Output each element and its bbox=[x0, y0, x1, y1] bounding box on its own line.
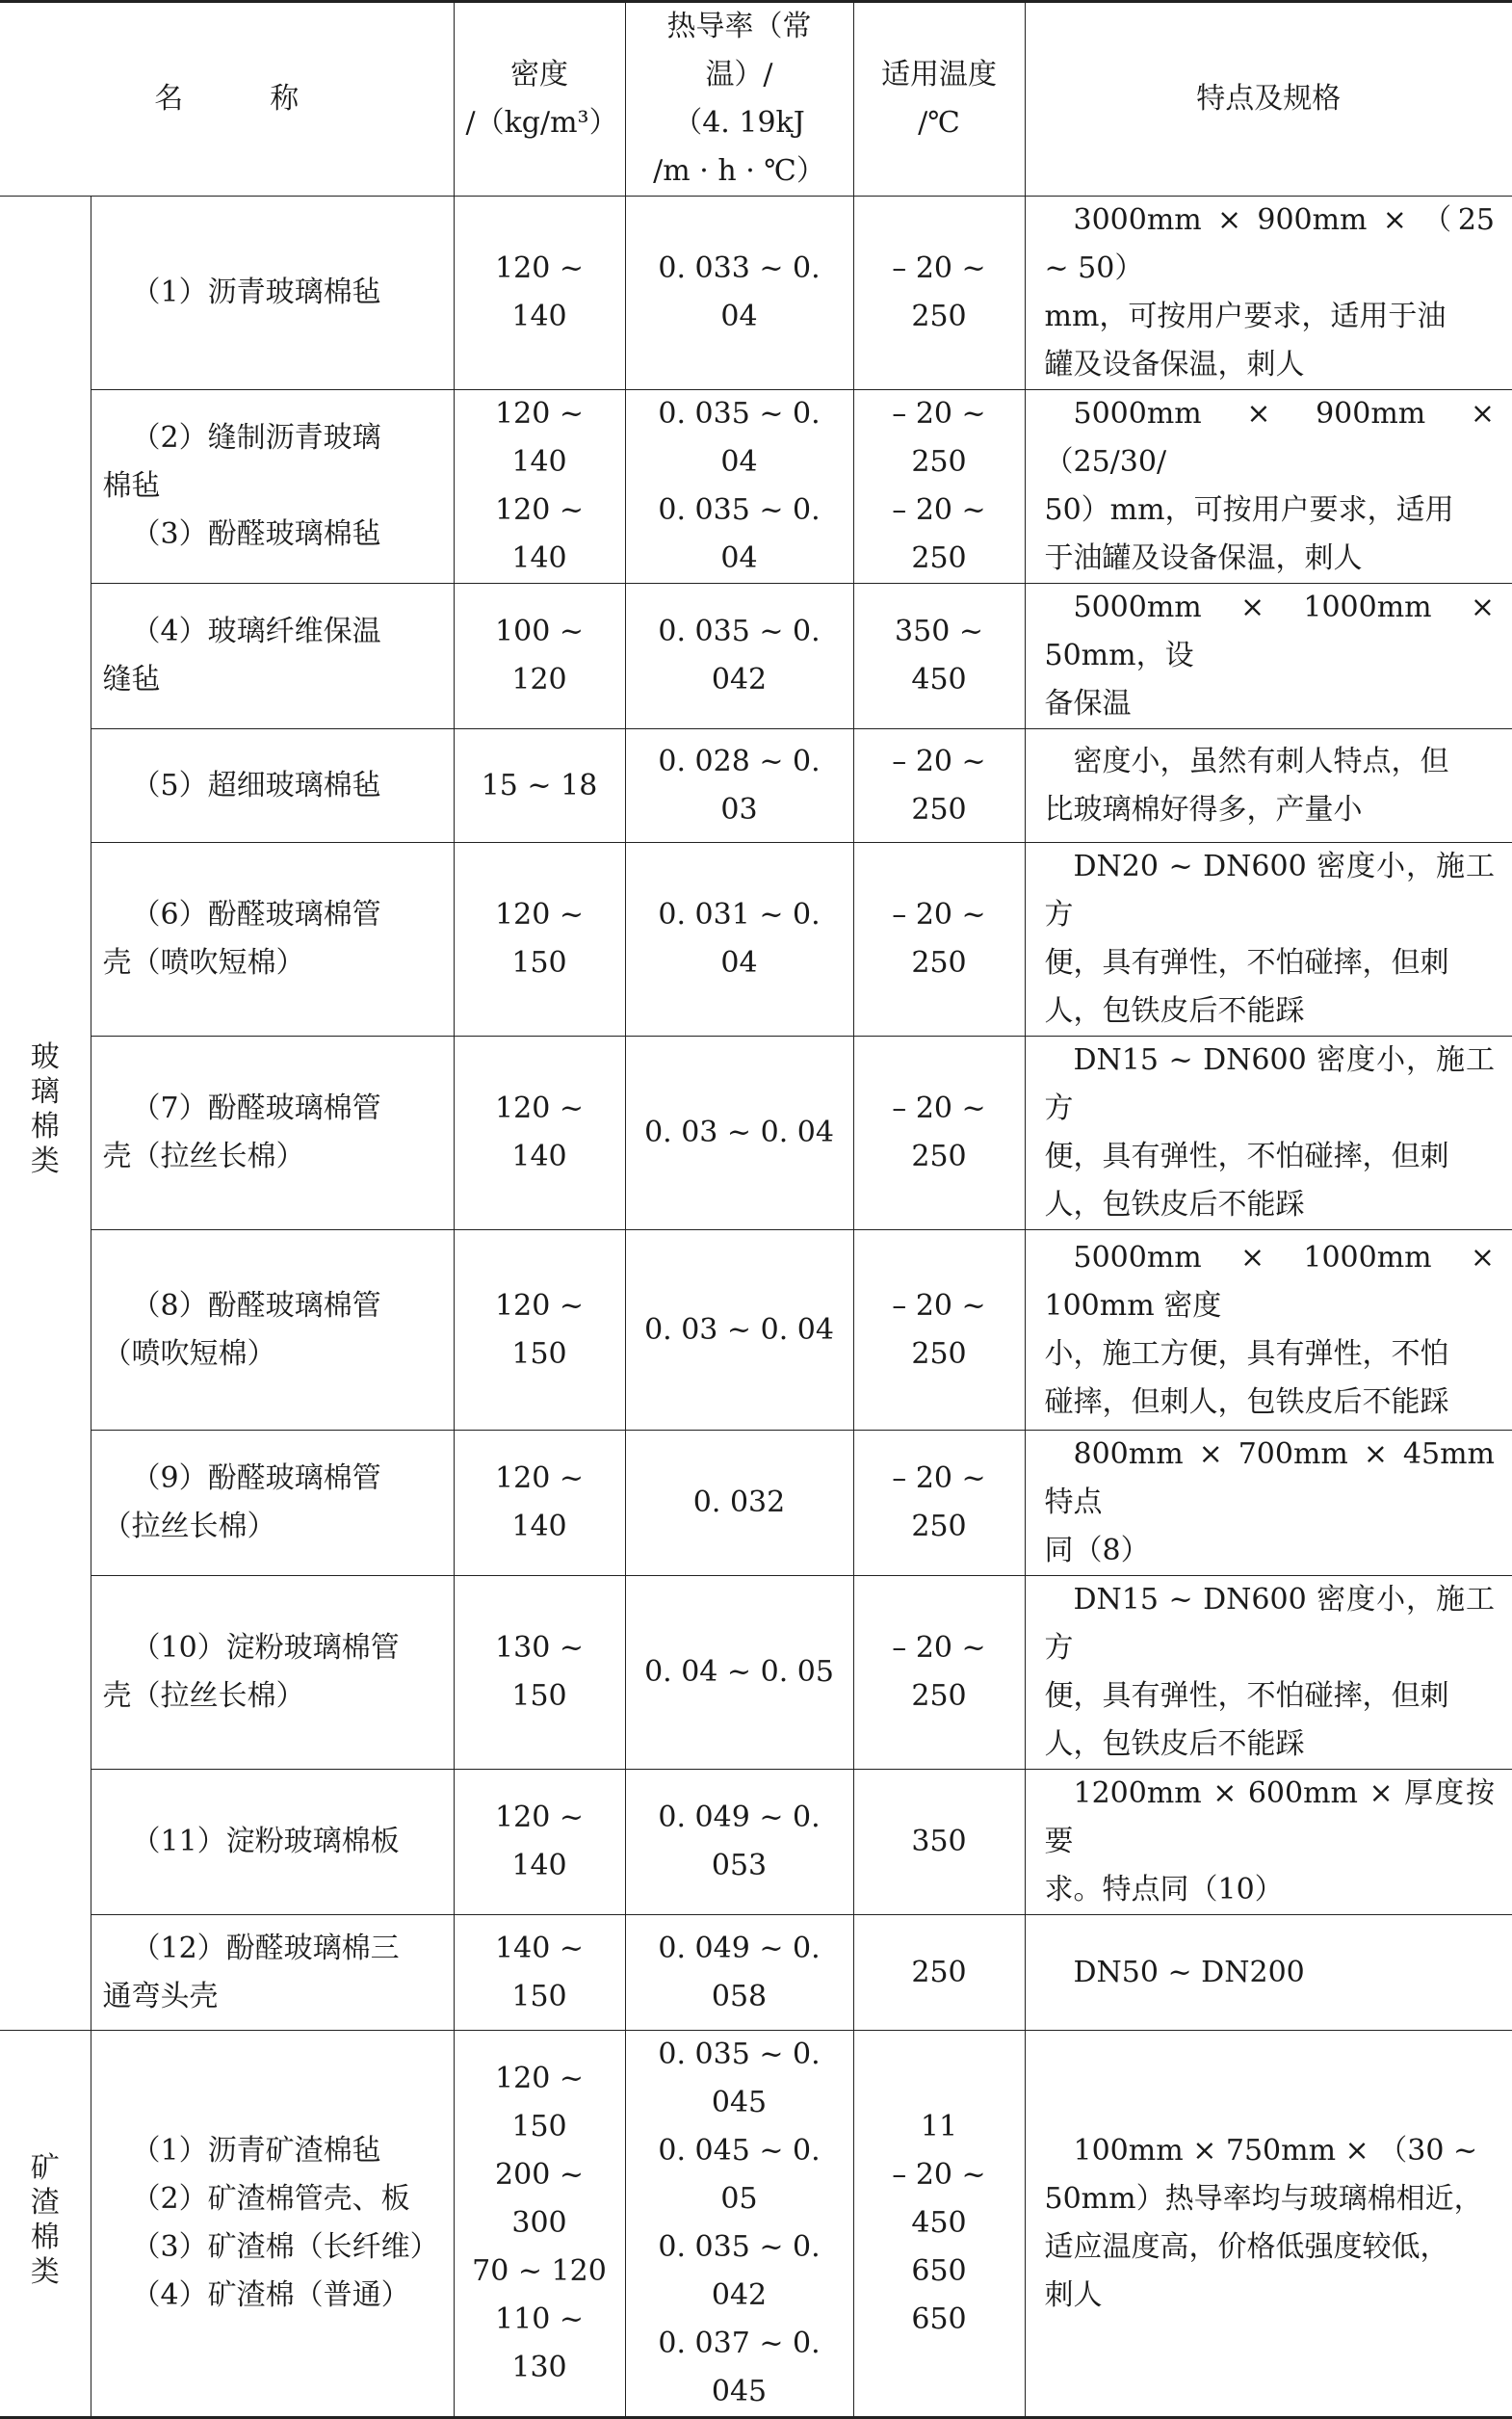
conductivity-value: 0. 03 ~ 0. 04 bbox=[644, 1312, 834, 1347]
temperature-value: 650 bbox=[911, 2254, 967, 2288]
header-row bbox=[0, 2, 1512, 197]
material-name: （3）酚醛玻璃棉毡 bbox=[131, 517, 381, 551]
cell-temperature-value bbox=[853, 729, 1025, 843]
cell-material-name bbox=[91, 1770, 454, 1915]
cell-material-name bbox=[91, 197, 454, 390]
cell-temperature-value bbox=[853, 1431, 1025, 1576]
cell-conductivity-value bbox=[625, 1770, 853, 1915]
conductivity-value: 0. 028 ~ 0. 03 bbox=[658, 744, 821, 827]
features-text: 备保温 bbox=[1044, 687, 1132, 721]
material-name: （拉丝长棉） bbox=[102, 1510, 276, 1543]
temperature-value: – 20 ~ 250 bbox=[892, 1461, 986, 1543]
features-text: 5000mm × 1000mm × 50mm，设 bbox=[1044, 591, 1495, 672]
cell-density-value bbox=[454, 197, 625, 390]
conductivity-value: 0. 03 ~ 0. 04 bbox=[644, 1116, 834, 1149]
cell-features-text bbox=[1025, 584, 1512, 729]
material-name: （11）淀粉玻璃棉板 bbox=[131, 1825, 400, 1858]
material-name: （1）沥青矿渣棉毡 bbox=[131, 2134, 381, 2168]
temperature-value: 650 bbox=[911, 2302, 967, 2336]
conductivity-value: 0. 049 ~ 0. 058 bbox=[658, 1931, 821, 2013]
cell-conductivity-value bbox=[625, 843, 853, 1037]
material-name: 通弯头壳 bbox=[102, 1979, 219, 2013]
cell-temperature-value bbox=[853, 1037, 1025, 1230]
density-value: 120 ~ 140 bbox=[495, 397, 584, 479]
features-text: 罐及设备保温，刺人 bbox=[1044, 348, 1305, 381]
cell-density-value bbox=[454, 390, 625, 584]
features-text: 比玻璃棉好得多，产量小 bbox=[1044, 792, 1363, 827]
features-text: 求。特点同（10） bbox=[1044, 1873, 1284, 1906]
table-row bbox=[0, 584, 1512, 729]
features-text: 密度小，虽然有刺人特点，但 bbox=[1073, 744, 1449, 778]
temperature-value: 250 bbox=[911, 1955, 967, 1989]
features-text: 人，包铁皮后不能踩 bbox=[1044, 1188, 1305, 1222]
cell-density-value bbox=[454, 729, 625, 843]
density-value: 120 ~ 140 bbox=[495, 493, 584, 575]
features-text: 便，具有弹性，不怕碰摔，但刺 bbox=[1044, 946, 1449, 980]
features-text: 50mm）热导率均与玻璃棉相近， bbox=[1044, 2182, 1483, 2216]
density-value: 140 ~ 150 bbox=[495, 1931, 584, 2013]
material-name: （10）淀粉玻璃棉管 bbox=[131, 1631, 400, 1665]
features-text: DN50 ~ DN200 bbox=[1073, 1955, 1305, 1989]
features-text: 刺人 bbox=[1044, 2278, 1103, 2312]
category-label: 玻璃棉类 bbox=[30, 1040, 60, 1178]
temperature-value: 350 ~ 450 bbox=[895, 615, 983, 697]
cell-density-value bbox=[454, 1431, 625, 1576]
density-value: 120 ~ 140 bbox=[495, 1801, 584, 1882]
table-row bbox=[0, 1576, 1512, 1770]
temperature-value: – 20 ~ 250 bbox=[892, 397, 986, 479]
material-name: 壳（拉丝长棉） bbox=[102, 1679, 305, 1713]
cell-conductivity-value bbox=[625, 197, 853, 390]
cell-density-value bbox=[454, 1037, 625, 1230]
features-text: 5000mm × 900mm × （25/30/ bbox=[1044, 397, 1495, 479]
cell-density-value bbox=[454, 1576, 625, 1770]
material-name: 缝毡 bbox=[102, 663, 161, 697]
table-body bbox=[0, 197, 1512, 2418]
cell-density-value bbox=[454, 1770, 625, 1915]
cell-features-text bbox=[1025, 1037, 1512, 1230]
table-row bbox=[0, 197, 1512, 390]
cell-material-name bbox=[91, 729, 454, 843]
features-text: 人，包铁皮后不能踩 bbox=[1044, 1727, 1305, 1761]
features-text: DN15 ~ DN600 密度小，施工方 bbox=[1044, 1043, 1495, 1125]
features-text: 人，包铁皮后不能踩 bbox=[1044, 994, 1305, 1028]
material-name: （3）矿渣棉（长纤维） bbox=[131, 2230, 439, 2264]
material-name: （5）超细玻璃棉毡 bbox=[131, 768, 381, 802]
density-value: 120 ~ 140 bbox=[495, 1091, 584, 1173]
material-name: （9）酚醛玻璃棉管 bbox=[131, 1461, 381, 1495]
features-text: 便，具有弹性，不怕碰摔，但刺 bbox=[1044, 1140, 1449, 1173]
cell-temperature-value bbox=[853, 843, 1025, 1037]
conductivity-value: 0. 035 ~ 0. 042 bbox=[658, 615, 821, 697]
table-row bbox=[0, 843, 1512, 1037]
cell-conductivity-value bbox=[625, 390, 853, 584]
features-text: 于油罐及设备保温，刺人 bbox=[1044, 541, 1363, 575]
cell-features-text bbox=[1025, 843, 1512, 1037]
conductivity-value: 0. 049 ~ 0. 053 bbox=[658, 1801, 821, 1882]
cell-conductivity-value bbox=[625, 729, 853, 843]
density-value: 130 ~ 150 bbox=[495, 1631, 584, 1713]
conductivity-value: 0. 045 ~ 0. 05 bbox=[658, 2134, 821, 2216]
temperature-value: – 20 ~ 450 bbox=[892, 2158, 986, 2240]
density-value: 120 ~ 140 bbox=[495, 251, 584, 333]
cell-temperature-value bbox=[853, 1230, 1025, 1431]
features-text: 小，施工方便，具有弹性，不怕 bbox=[1044, 1336, 1449, 1371]
cell-features-text bbox=[1025, 1915, 1512, 2031]
conductivity-value: 0. 037 ~ 0. 045 bbox=[658, 2327, 821, 2408]
material-name: （7）酚醛玻璃棉管 bbox=[131, 1091, 381, 1125]
cell-conductivity-value bbox=[625, 2031, 853, 2418]
table-row bbox=[0, 1431, 1512, 1576]
cell-temperature-value bbox=[853, 2031, 1025, 2418]
cell-material-name bbox=[91, 1037, 454, 1230]
features-text: 便，具有弹性，不怕碰摔，但刺 bbox=[1044, 1679, 1449, 1713]
header-name: 名 称 bbox=[0, 2, 454, 197]
density-value: 200 ~ 300 bbox=[495, 2158, 584, 2240]
features-text: mm，可按用户要求，适用于油 bbox=[1044, 300, 1447, 333]
features-text: 1200mm × 600mm × 厚度按要 bbox=[1044, 1776, 1495, 1858]
cell-material-name bbox=[91, 584, 454, 729]
material-name: （2）缝制沥青玻璃 bbox=[131, 421, 381, 455]
conductivity-value: 0. 033 ~ 0. 04 bbox=[658, 251, 821, 333]
table-row bbox=[0, 1770, 1512, 1915]
features-text: 800mm × 700mm × 45mm 特点 bbox=[1044, 1437, 1495, 1519]
features-text: 适应温度高，价格低强度较低， bbox=[1044, 2230, 1449, 2264]
header-density: 密度 /（kg/m³） bbox=[454, 2, 625, 197]
cell-features-text bbox=[1025, 1770, 1512, 1915]
table-row bbox=[0, 1915, 1512, 2031]
density-value: 120 ~ 140 bbox=[495, 1461, 584, 1543]
features-text: 50）mm，可按用户要求，适用 bbox=[1044, 493, 1454, 527]
material-name: 棉毡 bbox=[102, 469, 161, 503]
conductivity-value: 0. 035 ~ 0. 042 bbox=[658, 2230, 821, 2312]
cell-density-value bbox=[454, 1230, 625, 1431]
cell-temperature-value bbox=[853, 1576, 1025, 1770]
density-value: 100 ~ 120 bbox=[495, 615, 584, 697]
material-name: （1）沥青玻璃棉毡 bbox=[131, 276, 381, 309]
temperature-value: 11 bbox=[920, 2110, 958, 2143]
cell-conductivity-value bbox=[625, 1915, 853, 2031]
cell-material-name bbox=[91, 1915, 454, 2031]
cell-material-name bbox=[91, 1230, 454, 1431]
density-value: 120 ~ 150 bbox=[495, 898, 584, 980]
conductivity-value: 0. 04 ~ 0. 05 bbox=[644, 1655, 834, 1689]
cell-material-name bbox=[91, 843, 454, 1037]
density-value: 120 ~ 150 bbox=[495, 2062, 584, 2143]
density-value: 15 ~ 18 bbox=[481, 768, 598, 802]
density-value: 110 ~ 130 bbox=[495, 2302, 584, 2384]
temperature-value: – 20 ~ 250 bbox=[892, 1631, 986, 1713]
features-text: DN15 ~ DN600 密度小，施工方 bbox=[1044, 1583, 1495, 1665]
temperature-value: – 20 ~ 250 bbox=[892, 898, 986, 980]
conductivity-value: 0. 032 bbox=[692, 1486, 786, 1519]
conductivity-value: 0. 035 ~ 0. 045 bbox=[658, 2038, 821, 2119]
cell-features-text bbox=[1025, 1431, 1512, 1576]
table-row bbox=[0, 390, 1512, 584]
cell-material-name bbox=[91, 1431, 454, 1576]
material-name: 壳（拉丝长棉） bbox=[102, 1140, 305, 1173]
material-name: （8）酚醛玻璃棉管 bbox=[131, 1288, 381, 1323]
category-glass-wool bbox=[0, 197, 91, 2031]
cell-material-name bbox=[91, 1576, 454, 1770]
features-text: 3000mm × 900mm × （25 ~ 50） bbox=[1044, 203, 1495, 285]
cell-features-text bbox=[1025, 390, 1512, 584]
temperature-value: – 20 ~ 250 bbox=[892, 251, 986, 333]
cell-conductivity-value bbox=[625, 1037, 853, 1230]
temperature-value: – 20 ~ 250 bbox=[892, 744, 986, 827]
category-slag-wool bbox=[0, 2031, 91, 2418]
cell-conductivity-value bbox=[625, 584, 853, 729]
header-conductivity: 热导率（常温）/ （4. 19kJ /m · h · ℃） bbox=[625, 2, 853, 197]
material-name: （喷吹短棉） bbox=[102, 1336, 276, 1371]
features-text: 同（8） bbox=[1044, 1534, 1150, 1567]
material-name: （6）酚醛玻璃棉管 bbox=[131, 898, 381, 932]
table-row bbox=[0, 2031, 1512, 2418]
temperature-value: 350 bbox=[911, 1825, 967, 1858]
cell-features-text bbox=[1025, 1230, 1512, 1431]
cell-material-name bbox=[91, 390, 454, 584]
cell-density-value bbox=[454, 584, 625, 729]
cell-temperature-value bbox=[853, 1915, 1025, 2031]
table-row bbox=[0, 1037, 1512, 1230]
features-text: 100mm × 750mm × （30 ~ bbox=[1073, 2134, 1478, 2168]
cell-features-text bbox=[1025, 729, 1512, 843]
conductivity-value: 0. 031 ~ 0. 04 bbox=[658, 898, 821, 980]
cell-conductivity-value bbox=[625, 1230, 853, 1431]
header-temperature: 适用温度 /℃ bbox=[853, 2, 1025, 197]
material-name: （2）矿渣棉管壳、板 bbox=[131, 2182, 410, 2216]
features-text: 碰摔，但刺人，包铁皮后不能踩 bbox=[1044, 1384, 1449, 1419]
cell-features-text bbox=[1025, 197, 1512, 390]
cell-material-name bbox=[91, 2031, 454, 2418]
material-name: 壳（喷吹短棉） bbox=[102, 946, 305, 980]
temperature-value: – 20 ~ 250 bbox=[892, 493, 986, 575]
cell-temperature-value bbox=[853, 584, 1025, 729]
header-features: 特点及规格 bbox=[1025, 2, 1512, 197]
features-text: DN20 ~ DN600 密度小，施工方 bbox=[1044, 850, 1495, 932]
cell-features-text bbox=[1025, 1576, 1512, 1770]
material-name: （12）酚醛玻璃棉三 bbox=[131, 1931, 400, 1965]
table-row bbox=[0, 1230, 1512, 1431]
cell-conductivity-value bbox=[625, 1431, 853, 1576]
cell-conductivity-value bbox=[625, 1576, 853, 1770]
cell-density-value bbox=[454, 1915, 625, 2031]
conductivity-value: 0. 035 ~ 0. 04 bbox=[658, 493, 821, 575]
density-value: 70 ~ 120 bbox=[472, 2254, 607, 2288]
cell-temperature-value bbox=[853, 390, 1025, 584]
category-label: 矿渣棉类 bbox=[30, 2150, 60, 2289]
table-row bbox=[0, 729, 1512, 843]
temperature-value: – 20 ~ 250 bbox=[892, 1288, 986, 1371]
cell-density-value bbox=[454, 843, 625, 1037]
temperature-value: – 20 ~ 250 bbox=[892, 1091, 986, 1173]
cell-density-value bbox=[454, 2031, 625, 2418]
cell-temperature-value bbox=[853, 1770, 1025, 1915]
cell-features-text bbox=[1025, 2031, 1512, 2418]
material-name: （4）矿渣棉（普通） bbox=[131, 2278, 410, 2312]
cell-temperature-value bbox=[853, 197, 1025, 390]
density-value: 120 ~ 150 bbox=[495, 1288, 584, 1371]
material-name: （4）玻璃纤维保温 bbox=[131, 615, 381, 648]
features-text: 5000mm × 1000mm × 100mm 密度 bbox=[1044, 1240, 1495, 1323]
conductivity-value: 0. 035 ~ 0. 04 bbox=[658, 397, 821, 479]
